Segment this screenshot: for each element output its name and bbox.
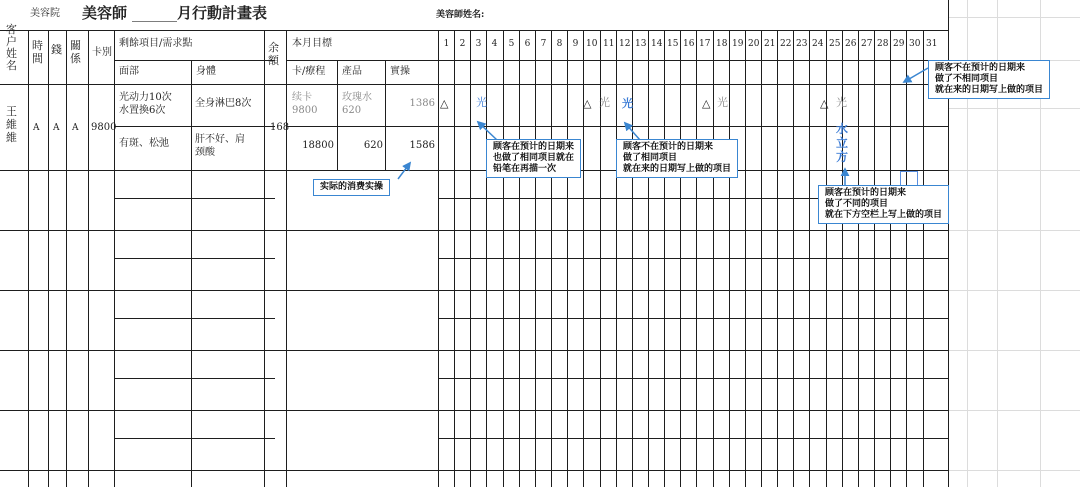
face-item-2: 有斑、松弛 [119,138,169,149]
note-same-date-same-item: 顾客在预计的日期来 也做了相同项目就在 铅笔在再描一次 [486,139,581,178]
day-header-26: 26 [845,39,857,49]
day-header-20: 20 [748,39,760,49]
arrow-actual [398,163,410,179]
note-other-date-same-item: 顾客不在预计的日期来 做了相同项目 就在来的日期写上做的项目 [616,139,738,178]
day-header-23: 23 [796,39,808,49]
achieved-actual: 1586 [409,140,435,151]
day-header-22: 22 [780,39,792,49]
header-card-type: 卡別 [92,47,112,58]
day-header-10: 10 [586,39,598,49]
day-column-line [680,30,681,487]
day-column-line [535,30,536,487]
day-column-line [761,30,762,487]
header-body: 身體 [196,66,216,77]
light-mark-day-3: 光 [476,96,487,109]
day-header-14: 14 [651,39,663,49]
day-column-line [454,30,455,487]
customer-card: 9800 [91,122,117,133]
header-remaining-items: 剩餘項目/需求點 [119,38,193,49]
note-same-date-diff-item: 顾客在预计的日期来 做了不同的项目 就在下方空栏上写上做的项目 [818,185,949,224]
day-header-27: 27 [861,39,873,49]
header-card-course: 卡/療程 [292,66,326,77]
customer-relation: A [72,123,79,133]
day-column-line [858,30,859,487]
customer-money: A [53,123,60,133]
day-header-9: 9 [572,39,579,49]
day-header-2: 2 [459,39,466,49]
day-header-7: 7 [540,39,547,49]
day-header-30: 30 [909,39,921,49]
day-header-3: 3 [475,39,482,49]
triangle-mark-day-10: △ [583,97,592,110]
day-header-17: 17 [699,39,711,49]
day-column-line [793,30,794,487]
arrow-top-right [904,68,928,82]
day-header-21: 21 [764,39,776,49]
day-column-line [470,30,471,487]
day-column-line [648,30,649,487]
day-column-line [567,30,568,487]
sheet-title: 美容師 [82,4,128,22]
day-header-18: 18 [716,39,728,49]
light-mark-day-12: 光 [622,97,633,110]
day-header-11: 11 [603,39,615,49]
day-column-line [696,30,697,487]
customer-time: A [33,123,40,133]
light-mark-day-25: 光 [836,96,847,109]
header-face: 面部 [119,66,139,77]
day-column-line [503,30,504,487]
day-header-8: 8 [556,39,563,49]
day-column-line [923,30,924,487]
header-monthly-target: 本月目標 [292,38,332,49]
day-column-line [551,30,552,487]
day-column-line [729,30,730,487]
target-actual: 1386 [409,98,435,109]
day-header-6: 6 [524,39,531,49]
body-item-1: 全身淋巴8次 [195,98,252,109]
customer-balance: 168 [270,122,290,133]
triangle-mark-day-17: △ [702,97,711,110]
day-column-line [809,30,810,487]
day-column-line [713,30,714,487]
day-column-line [874,30,875,487]
header-product: 產品 [342,66,362,77]
day-column-line [745,30,746,487]
header-actual: 實操 [390,66,410,77]
day-column-line [906,30,907,487]
day-header-25: 25 [829,39,841,49]
light-mark-day-11: 光 [599,96,610,109]
day-column-line [664,30,665,487]
day-header-15: 15 [667,39,679,49]
beautician-label: 美容師姓名: [436,10,485,20]
day-header-1: 1 [443,39,450,49]
day-header-16: 16 [683,39,695,49]
achieved-card: 18800 [302,140,334,151]
day-header-19: 19 [732,39,744,49]
day-column-line [616,30,617,487]
day-header-13: 13 [635,39,647,49]
triangle-mark-day-24: △ [820,97,829,110]
month-blank: ______ [132,4,177,22]
day-column-line [519,30,520,487]
header-money: 錢 [51,43,62,56]
day-header-28: 28 [877,39,889,49]
note-actual-spend: 实际的消费实操 [313,179,390,196]
day-header-5: 5 [508,39,515,49]
achieved-product: 620 [363,140,383,151]
light-mark-day-18: 光 [717,96,728,109]
salon-label: 美容院 [30,8,60,19]
triangle-mark-day-1: △ [440,97,449,110]
day-column-line [777,30,778,487]
sheet-title-suffix: 月行動計畫表 [177,4,268,22]
day-header-24: 24 [812,39,824,49]
day-header-4: 4 [491,39,498,49]
day-column-line [890,30,891,487]
day-header-31: 31 [926,39,938,49]
note-top-right: 顾客不在预计的日期来 做了不相同项目 就在来的日期写上做的项目 [928,60,1050,99]
day-header-12: 12 [619,39,631,49]
day-header-29: 29 [893,39,905,49]
arrow-note1 [478,122,497,140]
